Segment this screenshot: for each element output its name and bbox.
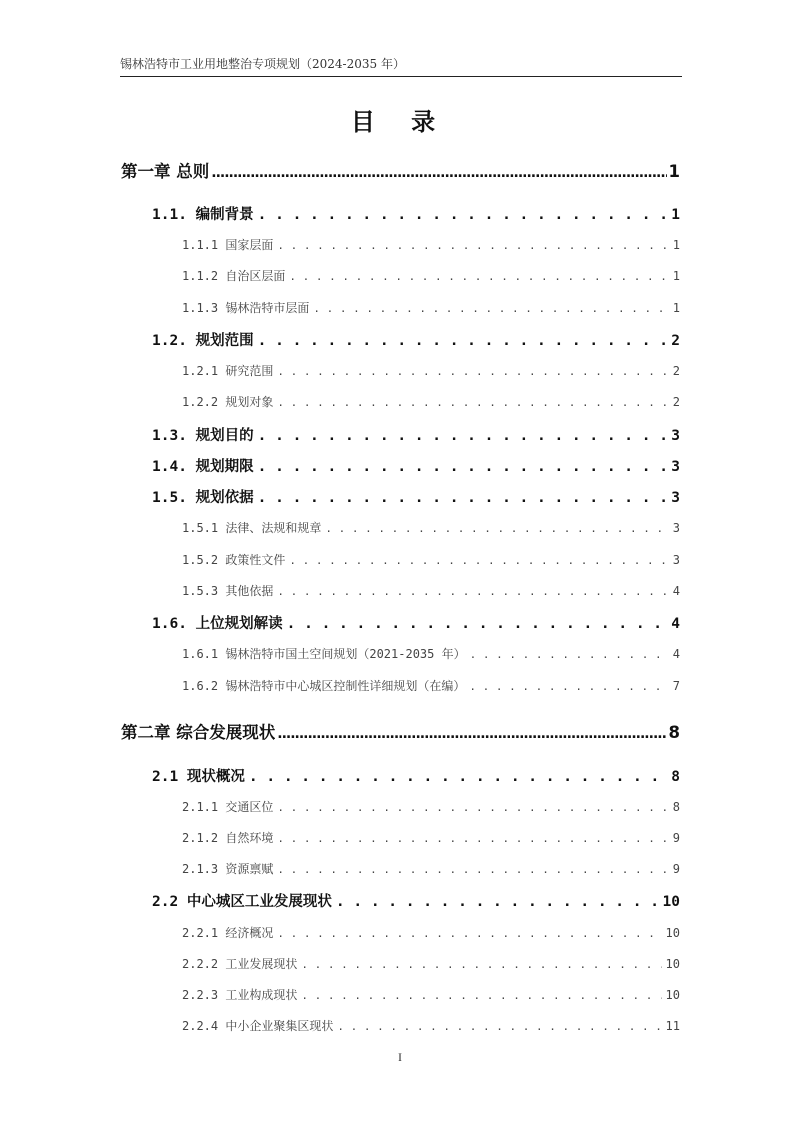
dot-leader (277, 239, 668, 252)
dot-leader (277, 927, 661, 940)
toc-entry-page: 3 (672, 553, 680, 567)
dot-leader (289, 270, 668, 283)
toc-entry-2-2-2[interactable] (182, 955, 680, 972)
toc-entry-page: 3 (671, 428, 680, 444)
toc-entry-label: 1.2. 规划范围 (152, 333, 254, 349)
toc-entry-label: 2.1.1 交通区位 (182, 800, 274, 814)
toc-entry-1-5-3[interactable] (182, 582, 680, 599)
dot-leader (277, 396, 668, 409)
dot-leader (277, 832, 668, 845)
toc-entry-label: 1.5. 规划依据 (152, 490, 254, 506)
toc-entry-1-4[interactable] (152, 455, 680, 476)
toc-entry-page: 4 (672, 584, 680, 598)
toc-entry-page: 9 (672, 831, 680, 845)
toc-entry-1-3[interactable] (152, 424, 680, 445)
toc-entry-page: 8 (672, 800, 680, 814)
toc-entry-label: 2.2 中心城区工业发展现状 (152, 894, 332, 910)
dot-leader (277, 863, 668, 876)
toc-entry-label: 1.2.2 规划对象 (182, 395, 274, 409)
toc-entry-1-1-3[interactable] (182, 299, 680, 316)
toc-entry-2-1-2[interactable] (182, 829, 680, 846)
toc-entry-label: 2.2.2 工业发展现状 (182, 957, 298, 971)
dot-leader (277, 365, 668, 378)
dot-leader (277, 585, 668, 598)
dot-leader (258, 490, 668, 506)
toc-entry-label: 2.1.3 资源禀赋 (182, 862, 274, 876)
toc-entry-page: 1 (672, 238, 680, 252)
toc-entry-page: 1 (672, 301, 680, 315)
toc-entry-label: 2.1.2 自然环境 (182, 831, 274, 845)
toc-entry-chapter-1[interactable] (121, 158, 680, 182)
toc-entry-label: 2.2.3 工业构成现状 (182, 988, 298, 1002)
dot-leader (469, 680, 668, 693)
toc-entry-2-1-1[interactable] (182, 798, 680, 815)
toc-entry-page: 10 (665, 926, 680, 940)
dot-leader (301, 989, 661, 1002)
toc-entry-2-2[interactable] (152, 890, 680, 911)
toc-entry-1-6-1[interactable] (182, 645, 680, 662)
toc-entry-label: 第二章 综合发展现状 (121, 723, 276, 742)
toc-entry-page: 9 (672, 862, 680, 876)
toc-entry-2-2-3[interactable] (182, 986, 680, 1003)
toc-entry-page: 11 (665, 1019, 680, 1033)
toc-entry-page: 7 (672, 679, 680, 693)
dot-leader (301, 958, 661, 971)
toc-entry-page: 2 (671, 333, 680, 349)
dot-leader (470, 648, 669, 661)
toc-entry-page: 2 (672, 395, 680, 409)
toc-entry-label: 1.5.3 其他依据 (182, 584, 274, 598)
toc-entry-label: 1.1.1 国家层面 (182, 238, 274, 252)
toc-entry-page: 1 (668, 162, 680, 181)
toc-entry-page: 10 (665, 957, 680, 971)
toc-entry-page: 3 (671, 459, 680, 475)
dot-leader (337, 1020, 661, 1033)
toc-entry-label: 1.5.1 法律、法规和规章 (182, 521, 322, 535)
toc-entry-2-2-1[interactable] (182, 924, 680, 941)
toc-entry-page: 8 (668, 723, 680, 742)
toc-entry-label: 第一章 总则 (121, 162, 210, 181)
dot-leader (249, 769, 667, 785)
toc-entry-1-5[interactable] (152, 486, 680, 507)
toc-entry-label: 1.1. 编制背景 (152, 207, 254, 223)
toc-entry-page: 10 (662, 894, 680, 910)
toc-entry-page: 4 (672, 647, 680, 661)
toc-entry-label: 1.6. 上位规划解读 (152, 616, 283, 632)
dot-leader (258, 428, 668, 444)
page-number: I (398, 1050, 402, 1064)
toc-entry-label: 1.2.1 研究范围 (182, 364, 274, 378)
dot-leader (336, 894, 659, 910)
toc-entry-1-5-1[interactable] (182, 519, 680, 536)
toc-entry-1-6[interactable] (152, 612, 680, 633)
toc-entry-page: 10 (665, 988, 680, 1002)
toc-entry-label: 2.2.1 经济概况 (182, 926, 274, 940)
toc-entry-2-2-4[interactable] (182, 1017, 680, 1034)
toc-entry-2-1[interactable] (152, 765, 680, 786)
toc-entry-1-1-1[interactable] (182, 236, 680, 253)
dot-leader (277, 726, 666, 742)
toc-entry-page: 4 (671, 616, 680, 632)
toc-entry-1-2-2[interactable] (182, 393, 680, 410)
toc-entry-label: 1.5.2 政策性文件 (182, 553, 286, 567)
toc-entry-2-1-3[interactable] (182, 860, 680, 877)
toc-entry-chapter-2[interactable] (121, 719, 680, 743)
dot-leader (258, 333, 668, 349)
running-header: 锡林浩特市工业用地整治专项规划（2024-2035 年） (120, 55, 682, 77)
toc-entry-1-2-1[interactable] (182, 362, 680, 379)
toc-entry-label: 1.1.3 锡林浩特市层面 (182, 301, 310, 315)
toc-entry-page: 1 (671, 207, 680, 223)
dot-leader (211, 165, 666, 181)
dot-leader (258, 207, 668, 223)
toc-entry-page: 2 (672, 364, 680, 378)
toc-entry-page: 3 (672, 521, 680, 535)
toc-entry-label: 1.4. 规划期限 (152, 459, 254, 475)
toc-entry-1-1[interactable] (152, 203, 680, 224)
dot-leader (277, 801, 668, 814)
dot-leader (258, 459, 668, 475)
dot-leader (325, 522, 668, 535)
toc-entry-label: 1.6.1 锡林浩特市国土空间规划（2021-2035 年） (182, 647, 466, 661)
toc-entry-label: 1.3. 规划目的 (152, 428, 254, 444)
toc-entry-1-6-2[interactable] (182, 677, 680, 694)
toc-entry-label: 2.2.4 中小企业聚集区现状 (182, 1019, 334, 1033)
dot-leader (313, 302, 668, 315)
toc-entry-page: 1 (672, 269, 680, 283)
dot-leader (289, 554, 668, 567)
toc-entry-label: 1.6.2 锡林浩特市中心城区控制性详细规划（在编） (182, 679, 466, 693)
toc-entry-page: 3 (671, 490, 680, 506)
toc-entry-1-1-2[interactable] (182, 267, 680, 284)
toc-entry-label: 1.1.2 自治区层面 (182, 269, 286, 283)
toc-entry-1-2[interactable] (152, 329, 680, 350)
toc-entry-label: 2.1 现状概况 (152, 769, 245, 785)
dot-leader (287, 616, 668, 632)
toc-entry-1-5-2[interactable] (182, 551, 680, 568)
toc-entry-page: 8 (671, 769, 680, 785)
toc-title: 目 录 (350, 108, 450, 136)
